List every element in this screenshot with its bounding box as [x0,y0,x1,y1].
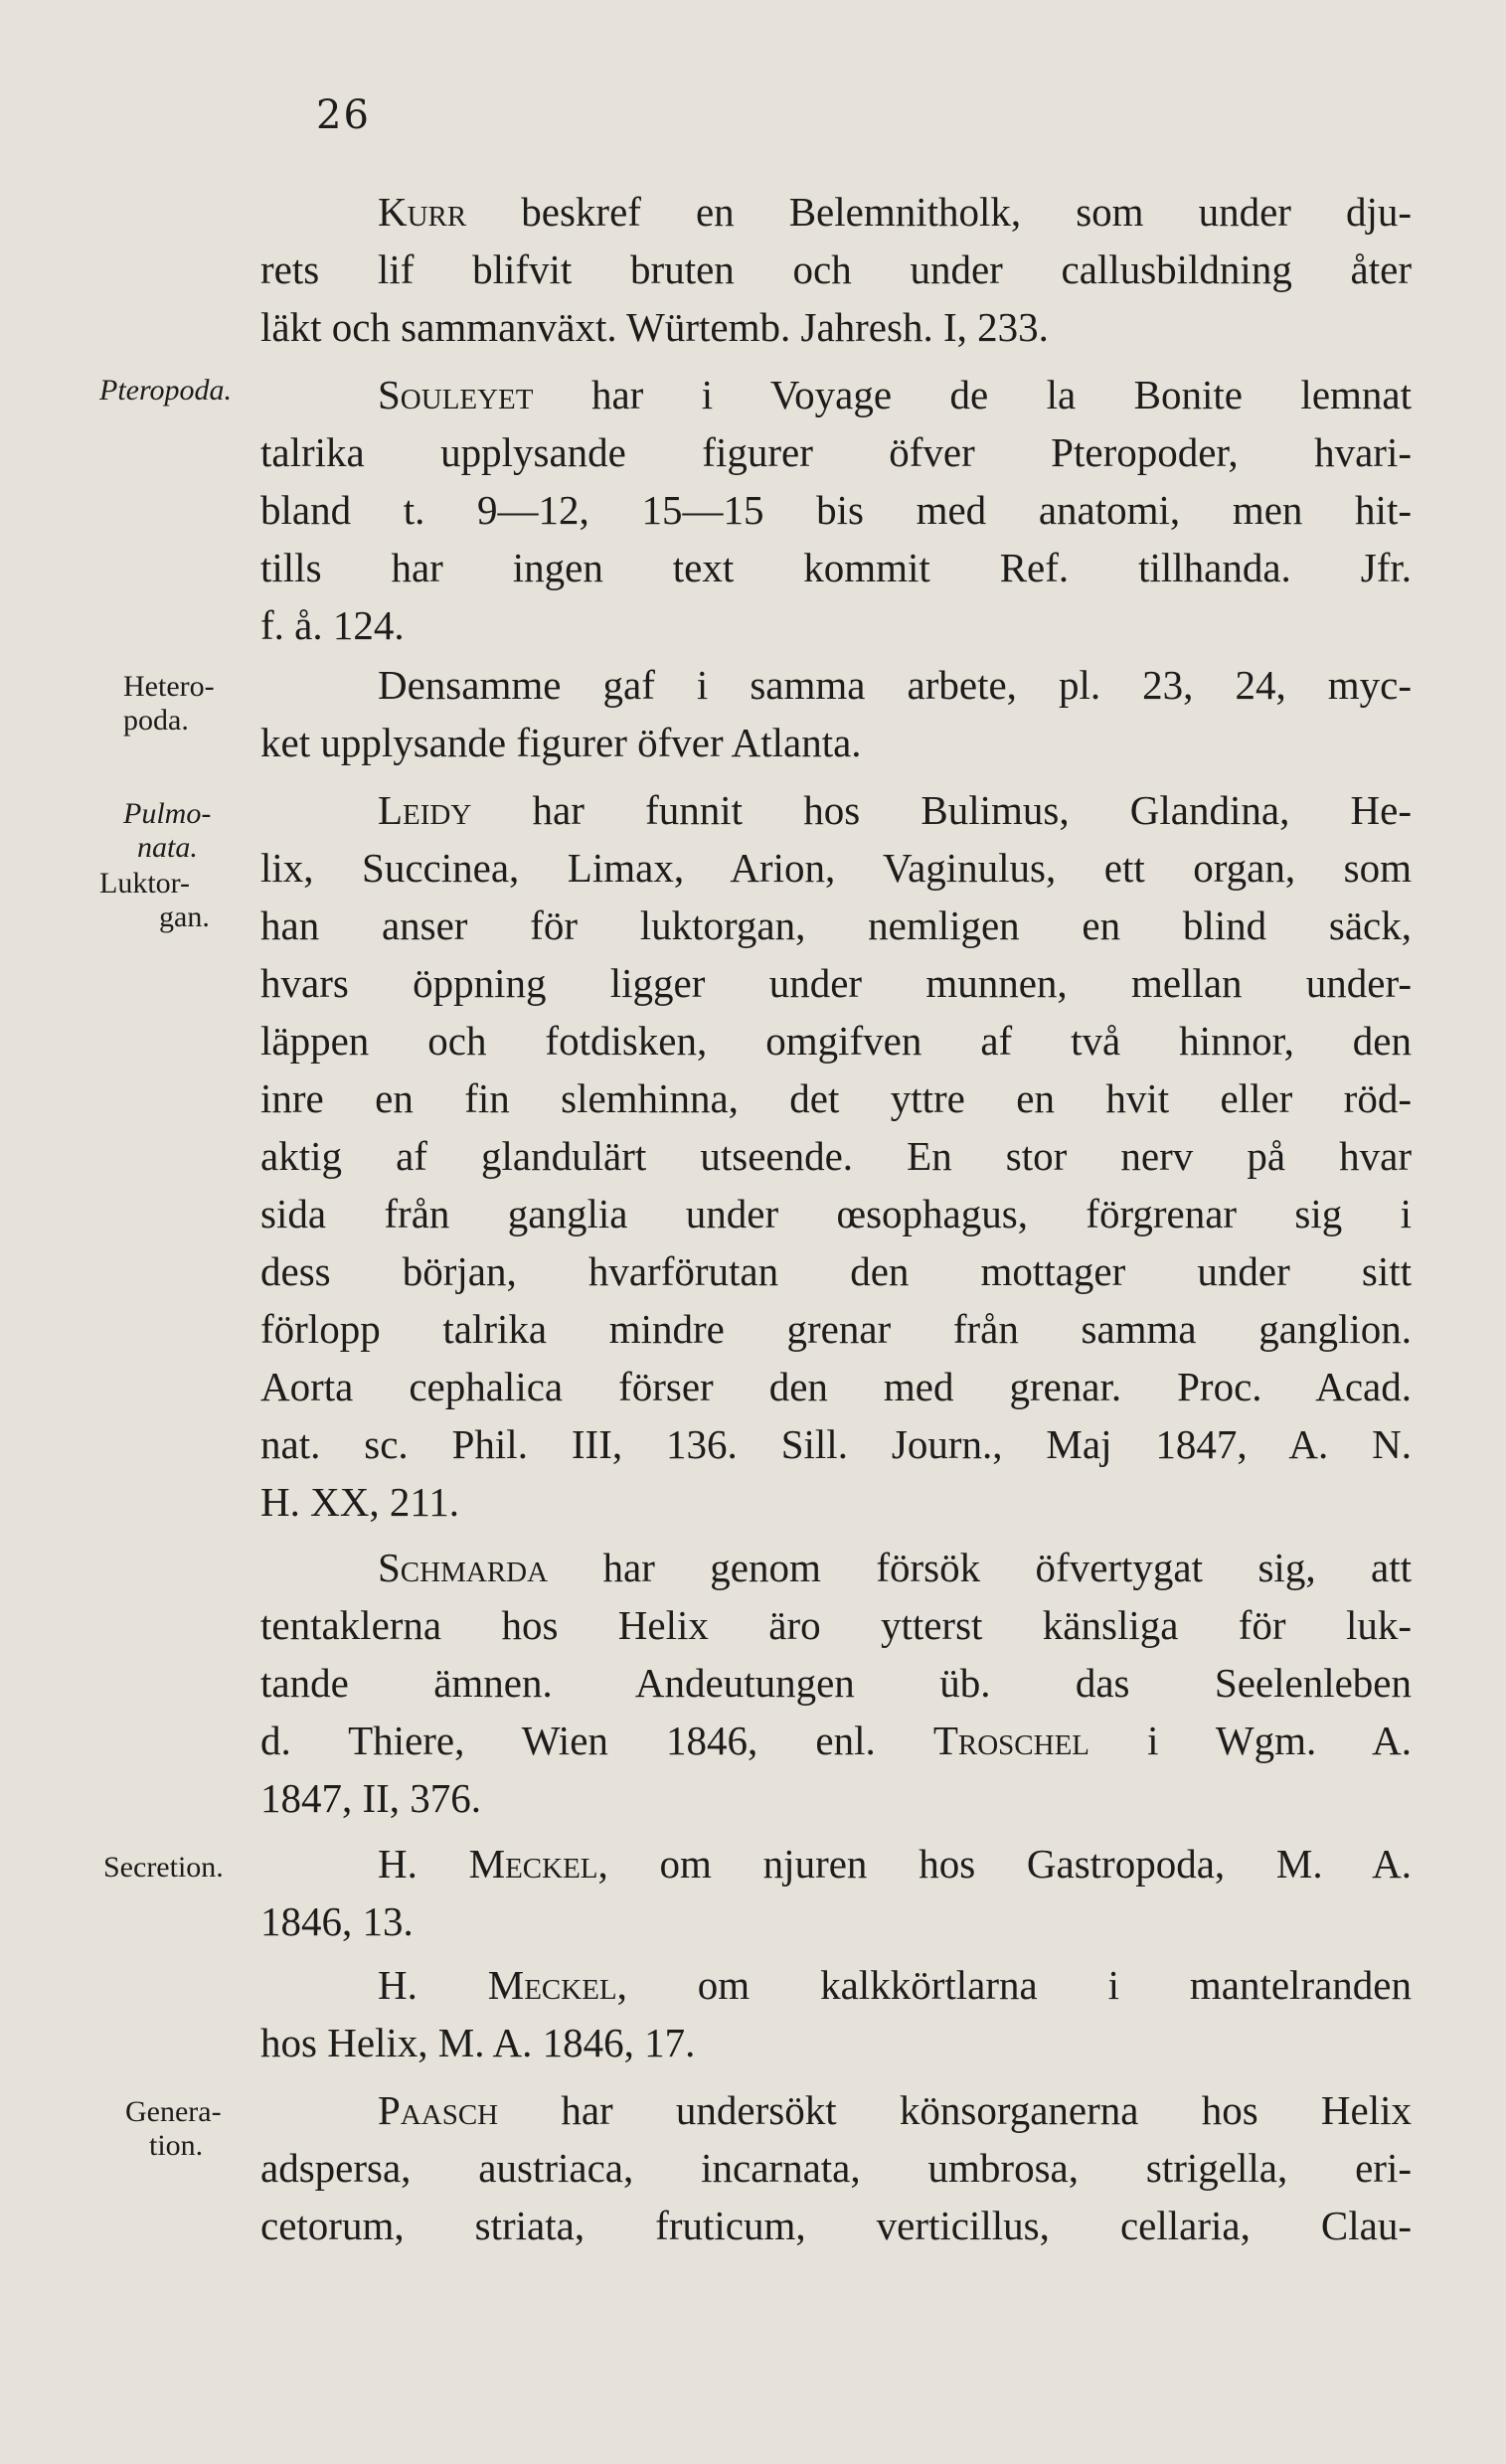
margin-note-pulmonata: Pulmo- nata. [123,797,212,864]
text-line: nat. sc. Phil. III, 136. Sill. Journ., Maj 1847, A. N. [260,1421,1412,1467]
text-line: cetorum, striata, fruticum, verticillus, cellaria, Clau- [260,2203,1412,2248]
text-line: talrika upplysande figurer öfver Pteropoder, hvari- [260,429,1412,475]
text-line: adspersa, austriaca, incarnata, umbrosa, strigella, eri- [260,2145,1412,2191]
text-line: 1846, 13. [260,1898,414,1944]
text-line: Densamme gaf i samma arbete, pl. 23, 24, myc- [378,662,1412,708]
text-line: H. Meckel, om njuren hos Gastropoda, M. A. [378,1841,1412,1887]
text-line: Leidy har funnit hos Bulimus, Glandina, He- [378,787,1412,833]
margin-note-heteropoda: Hetero- poda. [123,670,215,737]
text-line: H. Meckel, om kalkkörtlarna i mantelranden [378,1962,1412,2008]
text-line: 1847, II, 376. [260,1775,482,1821]
text-line: läkt och sammanväxt. Würtemb. Jahresh. I, 233. [260,304,1049,350]
text-line: inre en fin slemhinna, det yttre en hvit eller röd- [260,1075,1412,1121]
text-line: Schmarda har genom försök öfvertygat sig, att [378,1545,1412,1590]
text-line: d. Thiere, Wien 1846, enl. Troschel i Wgm. A. [260,1718,1412,1763]
text-line: lix, Succinea, Limax, Arion, Vaginulus, ett organ, som [260,845,1412,891]
text-line: aktig af glandulärt utseende. En stor nerv på hvar [260,1133,1412,1179]
text-line: förlopp talrika mindre grenar från samma ganglion. [260,1306,1412,1352]
margin-note-secretion: Secretion. [103,1851,224,1884]
text-line: Paasch har undersökt könsorganerna hos Helix [378,2087,1412,2133]
text-line: läppen och fotdisken, omgifven af två hinnor, den [260,1018,1412,1064]
text-line: H. XX, 211. [260,1479,460,1525]
text-line: dess början, hvarförutan den mottager under sitt [260,1248,1412,1294]
text-line: ket upplysande figurer öfver Atlanta. [260,720,862,765]
margin-note-pteropoda: Pteropoda. [99,374,233,407]
text-line: hvars öppning ligger under munnen, mellan under- [260,960,1412,1006]
page-number: 26 [316,92,371,138]
text-line: tande ämnen. Andeutungen üb. das Seelenleben [260,1660,1412,1706]
text-line: Aorta cephalica förser den med grenar. Proc. Acad. [260,1364,1412,1409]
text-line: Kurr beskref en Belemnitholk, som under dju- [378,189,1412,235]
text-line: han anser för luktorgan, nemligen en blind säck, [260,903,1412,948]
text-line: tentaklerna hos Helix äro ytterst känsliga för luk- [260,1602,1412,1648]
margin-note-luktorgan: Luktor- gan. [99,867,210,933]
text-line: rets lif blifvit bruten och under callusbildning åter [260,246,1412,292]
text-line: sida från ganglia under œsophagus, förgrenar sig i [260,1191,1412,1236]
margin-note-generation: Genera- tion. [125,2095,222,2162]
text-line: Souleyet har i Voyage de la Bonite lemnat [378,372,1412,417]
text-line: f. å. 124. [260,602,405,648]
text-line: hos Helix, M. A. 1846, 17. [260,2020,696,2065]
text-line: bland t. 9—12, 15—15 bis med anatomi, men hit- [260,487,1412,533]
text-line: tills har ingen text kommit Ref. tillhanda. Jfr. [260,545,1412,590]
